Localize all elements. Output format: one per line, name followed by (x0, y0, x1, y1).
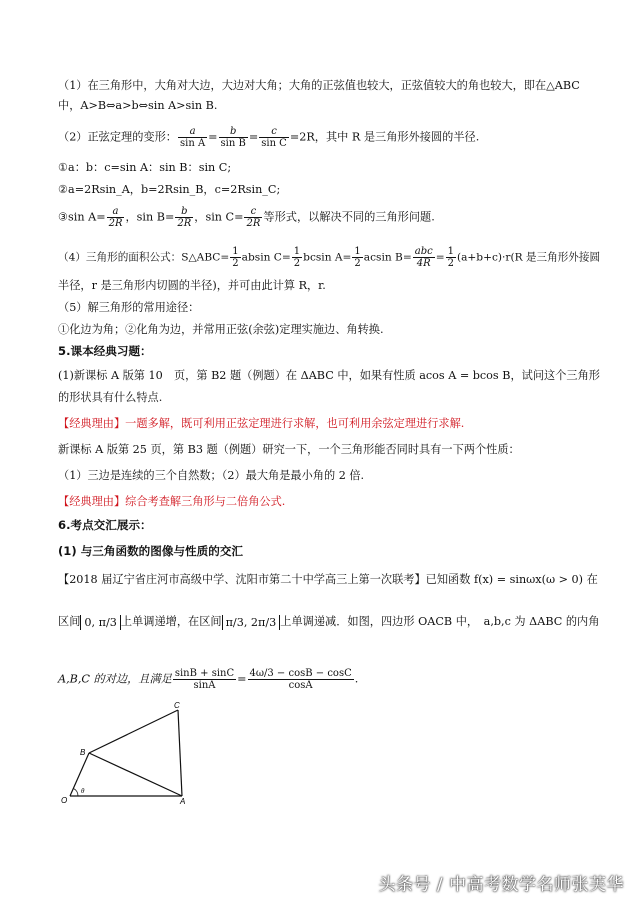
fraction-denominator: 2 (232, 258, 239, 269)
exercise-2-line2: （1）三边是连续的三个自然数；（2）最大角是最小角的 2 倍. (58, 469, 365, 482)
corollary-2: ②a=2Rsin_A，b=2Rsin_B，c=2Rsin_C; (58, 183, 281, 196)
fraction-b-2R (175, 206, 193, 229)
corollary-3-mid2: ，sin C= (194, 210, 244, 224)
interval-increasing: 0, π/3 (80, 615, 120, 630)
equals-sign: = (435, 251, 445, 264)
para-5-item: ①化边为角；②化角为边，并常用正弦(余弦)定理实施边、角转换. (58, 323, 384, 336)
fraction-denominator: cosA (288, 680, 313, 691)
para-2-suffix: =2R，其中 R 是三角形外接圆的半径. (289, 130, 480, 144)
fraction-sin-condition (173, 668, 236, 691)
fraction-denominator: 2 (447, 258, 454, 269)
fraction-abc-4R (413, 246, 435, 269)
corollary-3-suffix: 等形式，以解决不同的三角形问题. (263, 210, 435, 224)
section-6-heading: 6.考点交汇展示： (58, 518, 152, 532)
para-4-line2: 半径，r 是三角形内切圆的半径)，并可由此计算 R，r. (58, 279, 326, 292)
corollary-3-mid1: ，sin B= (125, 210, 175, 224)
fraction-denominator: 2 (293, 258, 301, 269)
para-1-line1: （1）在三角形中，大角对大边，大边对大角；大角的正弦值也较大，正弦值较大的角也较大，即在△ABC (58, 79, 580, 92)
quadrilateral-figure (60, 700, 200, 805)
question-line3-a: A,B,C 的对边，且满足 (58, 672, 172, 686)
edge-BC (89, 710, 178, 753)
para-4-prefix: （4）三角形的面积公式：S△ABC= (58, 251, 230, 264)
question-line1: 【2018 届辽宁省庄河市高级中学、沈阳市第二十中学高三上第一次联考】已知函数 f(x) = sinωx(ω > 0) 在 (58, 573, 598, 586)
fraction-numerator: 1 (447, 246, 454, 257)
label-A: A (180, 797, 186, 805)
fraction-denominator: 2R (246, 218, 261, 229)
watermark: 头条号 / 中高考数学名师张芙华 (378, 875, 624, 895)
section-5-heading: 5.课本经典习题： (58, 344, 152, 358)
period: . (354, 672, 359, 686)
fraction-half (292, 246, 302, 269)
exercise-1-line1: (1)新课标 A 版第 10 页，第 B2 题（例题）在 ΔABC 中，如果有性质 acos A = bcos B，试问这个三角形 (58, 369, 600, 382)
exercise-1-line2: 的形状具有什么特点. (58, 391, 163, 404)
label-C: C (174, 701, 180, 710)
exercise-2-line1: 新课标 A 版第 25 页，第 B3 题（例题）研究一下，一个三角形能否同时具有一下两个性质： (58, 443, 520, 456)
fraction-denominator: 2 (354, 258, 361, 269)
fraction-numerator: 1 (354, 246, 361, 257)
fraction-half (230, 246, 240, 269)
para-5: （5）解三角形的常用途径： (58, 301, 200, 314)
question-line2 (58, 614, 599, 630)
fraction-c-2R (244, 206, 262, 229)
fraction-a-sinA (178, 126, 207, 149)
edge-CA (178, 710, 182, 796)
reason-1: 【经典理由】一题多解，既可利用正弦定理进行求解，也可利用余弦定理进行求解. (58, 417, 465, 430)
question-line2-b: 上单调递增，在区间 (120, 615, 222, 628)
fraction-numerator: b (175, 206, 193, 218)
area-inradius-tail: (a+b+c)·r(R 是三角形外接圆 (456, 251, 601, 264)
fraction-cos-condition (248, 668, 354, 691)
question-line3 (58, 668, 358, 691)
fraction-half (446, 246, 456, 269)
fraction-numerator: a (178, 126, 207, 138)
area-absinC: absin C= (241, 251, 291, 264)
para-2: （2）正弦定理的变形： $\frac{a}{\text{sin A}}$ = $\frac{b}{\text{sin B}}$ = $\frac{c}{\text{sin C}}$ =2R，其中 R 是三角形外接圆的半径. (58, 126, 480, 149)
fraction-numerator: 1 (232, 246, 239, 257)
fraction-numerator: abc (414, 246, 433, 257)
para-2-prefix: （2）正弦定理的变形： (58, 130, 177, 144)
fraction-numerator: b (219, 126, 248, 138)
fraction-numerator: c (259, 126, 289, 138)
fraction-b-sinB (219, 126, 248, 149)
interval-decreasing: π/3, 2π/3 (222, 615, 281, 630)
fraction-denominator: 2R (177, 218, 192, 229)
fraction-denominator: sin A (180, 138, 206, 149)
edge-BA (89, 753, 182, 796)
fraction-denominator: 2R (108, 218, 123, 229)
fraction-denominator: sin B (220, 138, 246, 149)
area-acsinB: acsin B= (363, 251, 412, 264)
fraction-half (352, 246, 362, 269)
corollary-3-prefix: ③sin A= (58, 210, 106, 224)
corollary-1: ①a：b：c=sin A：sin B：sin C; (58, 161, 232, 174)
label-O: O (61, 796, 68, 805)
fraction-denominator: sin C (261, 138, 287, 149)
area-bcsinA: bcsin A= (303, 251, 352, 264)
corollary-3 (58, 206, 435, 229)
fraction-numerator: c (244, 206, 262, 218)
equals-sign: = (237, 672, 247, 686)
angle-theta-arc (74, 789, 79, 797)
edge-OB (70, 753, 89, 796)
fraction-denominator: sinA (193, 680, 216, 691)
para-4-line1 (58, 246, 600, 269)
fraction-denominator: 4R (416, 258, 431, 269)
question-line2-a: 区间 (58, 615, 81, 628)
fraction-numerator: a (107, 206, 125, 218)
label-B: B (80, 748, 86, 757)
fraction-numerator: sinB + sinC (174, 668, 235, 679)
section-6-subheading: (1) 与三角函数的图像与性质的交汇 (58, 544, 244, 558)
para-1-line2: 中，A>B⇔a>b⇔sin A>sin B. (58, 99, 218, 112)
reason-2: 【经典理由】综合考查解三角形与二倍角公式. (58, 495, 286, 508)
question-line2-c: 上单调递减．如图，四边形 OACB 中， a,b,c 为 ΔABC 的内角 (280, 615, 600, 628)
label-theta: θ (81, 787, 85, 795)
fraction-c-sinC (259, 126, 289, 149)
fraction-numerator: 4ω/3 − cosB − cosC (249, 668, 352, 679)
fraction-a-2R (107, 206, 125, 229)
fraction-numerator: 1 (293, 246, 301, 257)
